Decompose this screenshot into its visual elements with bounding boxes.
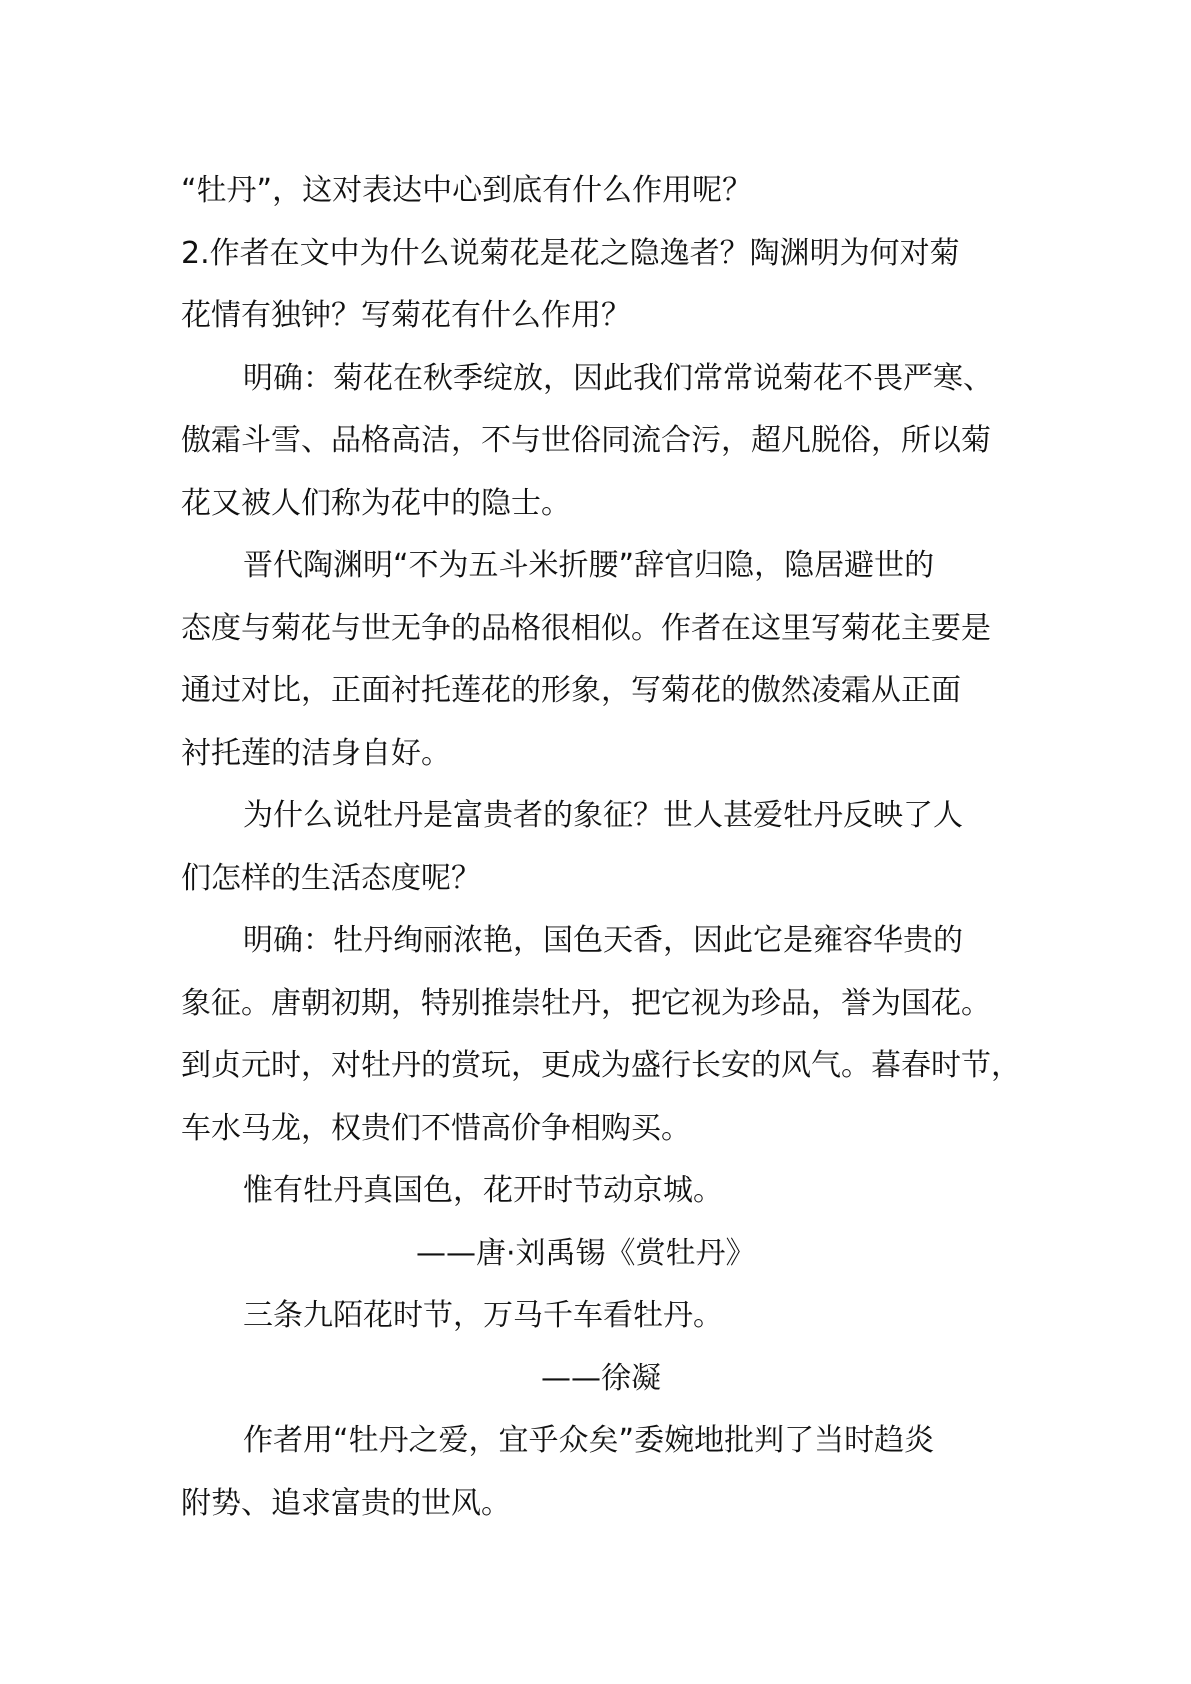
question-line: 2.作者在文中为什么说菊花是花之隐逸者？陶渊明为何对菊 xyxy=(181,235,960,271)
answer-line: 明确：牡丹绚丽浓艳，国色天香，因此它是雍容华贵的 xyxy=(243,923,963,958)
paragraph-line: 作者用“牡丹之爱，宜乎众矣”委婉地批判了当时趋炎 xyxy=(243,1423,935,1458)
paragraph-line: 晋代陶渊明“不为五斗米折腰”辞官归隐，隐居避世的 xyxy=(243,548,935,583)
text-line: 花又被人们称为花中的隐士。 xyxy=(181,485,571,521)
poem-line: 惟有牡丹真国色，花开时节动京城。 xyxy=(243,1173,723,1208)
answer-line: 明确：菊花在秋季绽放，因此我们常常说菊花不畏严寒、 xyxy=(243,360,993,396)
text-line: 象征。唐朝初期，特别推崇牡丹，把它视为珍品，誉为国花。 xyxy=(181,985,991,1021)
text-line: 到贞元时，对牡丹的赏玩，更成为盛行长安的风气。暮春时节， xyxy=(181,1048,1021,1083)
question-line: 为什么说牡丹是富贵者的象征？世人甚爱牡丹反映了人 xyxy=(243,798,963,833)
text-line: 花情有独钟？写菊花有什么作用？ xyxy=(181,298,631,333)
text-line: 附势、追求富贵的世风。 xyxy=(181,1485,511,1521)
text-line: 态度与菊花与世无争的品格很相似。作者在这里写菊花主要是 xyxy=(181,610,991,646)
text-line: 通过对比，正面衬托莲花的形象，写菊花的傲然凌霜从正面 xyxy=(181,673,961,708)
text-line: 车水马龙，权贵们不惜高价争相购买。 xyxy=(181,1110,691,1146)
text-line: “牡丹”，这对表达中心到底有什么作用呢？ xyxy=(181,173,753,208)
poem-line: 三条九陌花时节，万马千车看牡丹。 xyxy=(243,1298,723,1333)
text-line: 傲霜斗雪、品格高洁，不与世俗同流合污，超凡脱俗，所以菊 xyxy=(181,423,991,458)
poem-attribution: ——唐·刘禹锡《赏牡丹》 xyxy=(416,1235,756,1271)
text-line: 们怎样的生活态度呢？ xyxy=(181,860,481,896)
text-line: 衬托莲的洁身自好。 xyxy=(181,735,451,771)
poem-attribution: ——徐凝 xyxy=(541,1360,661,1396)
document-body xyxy=(181,160,1041,1535)
